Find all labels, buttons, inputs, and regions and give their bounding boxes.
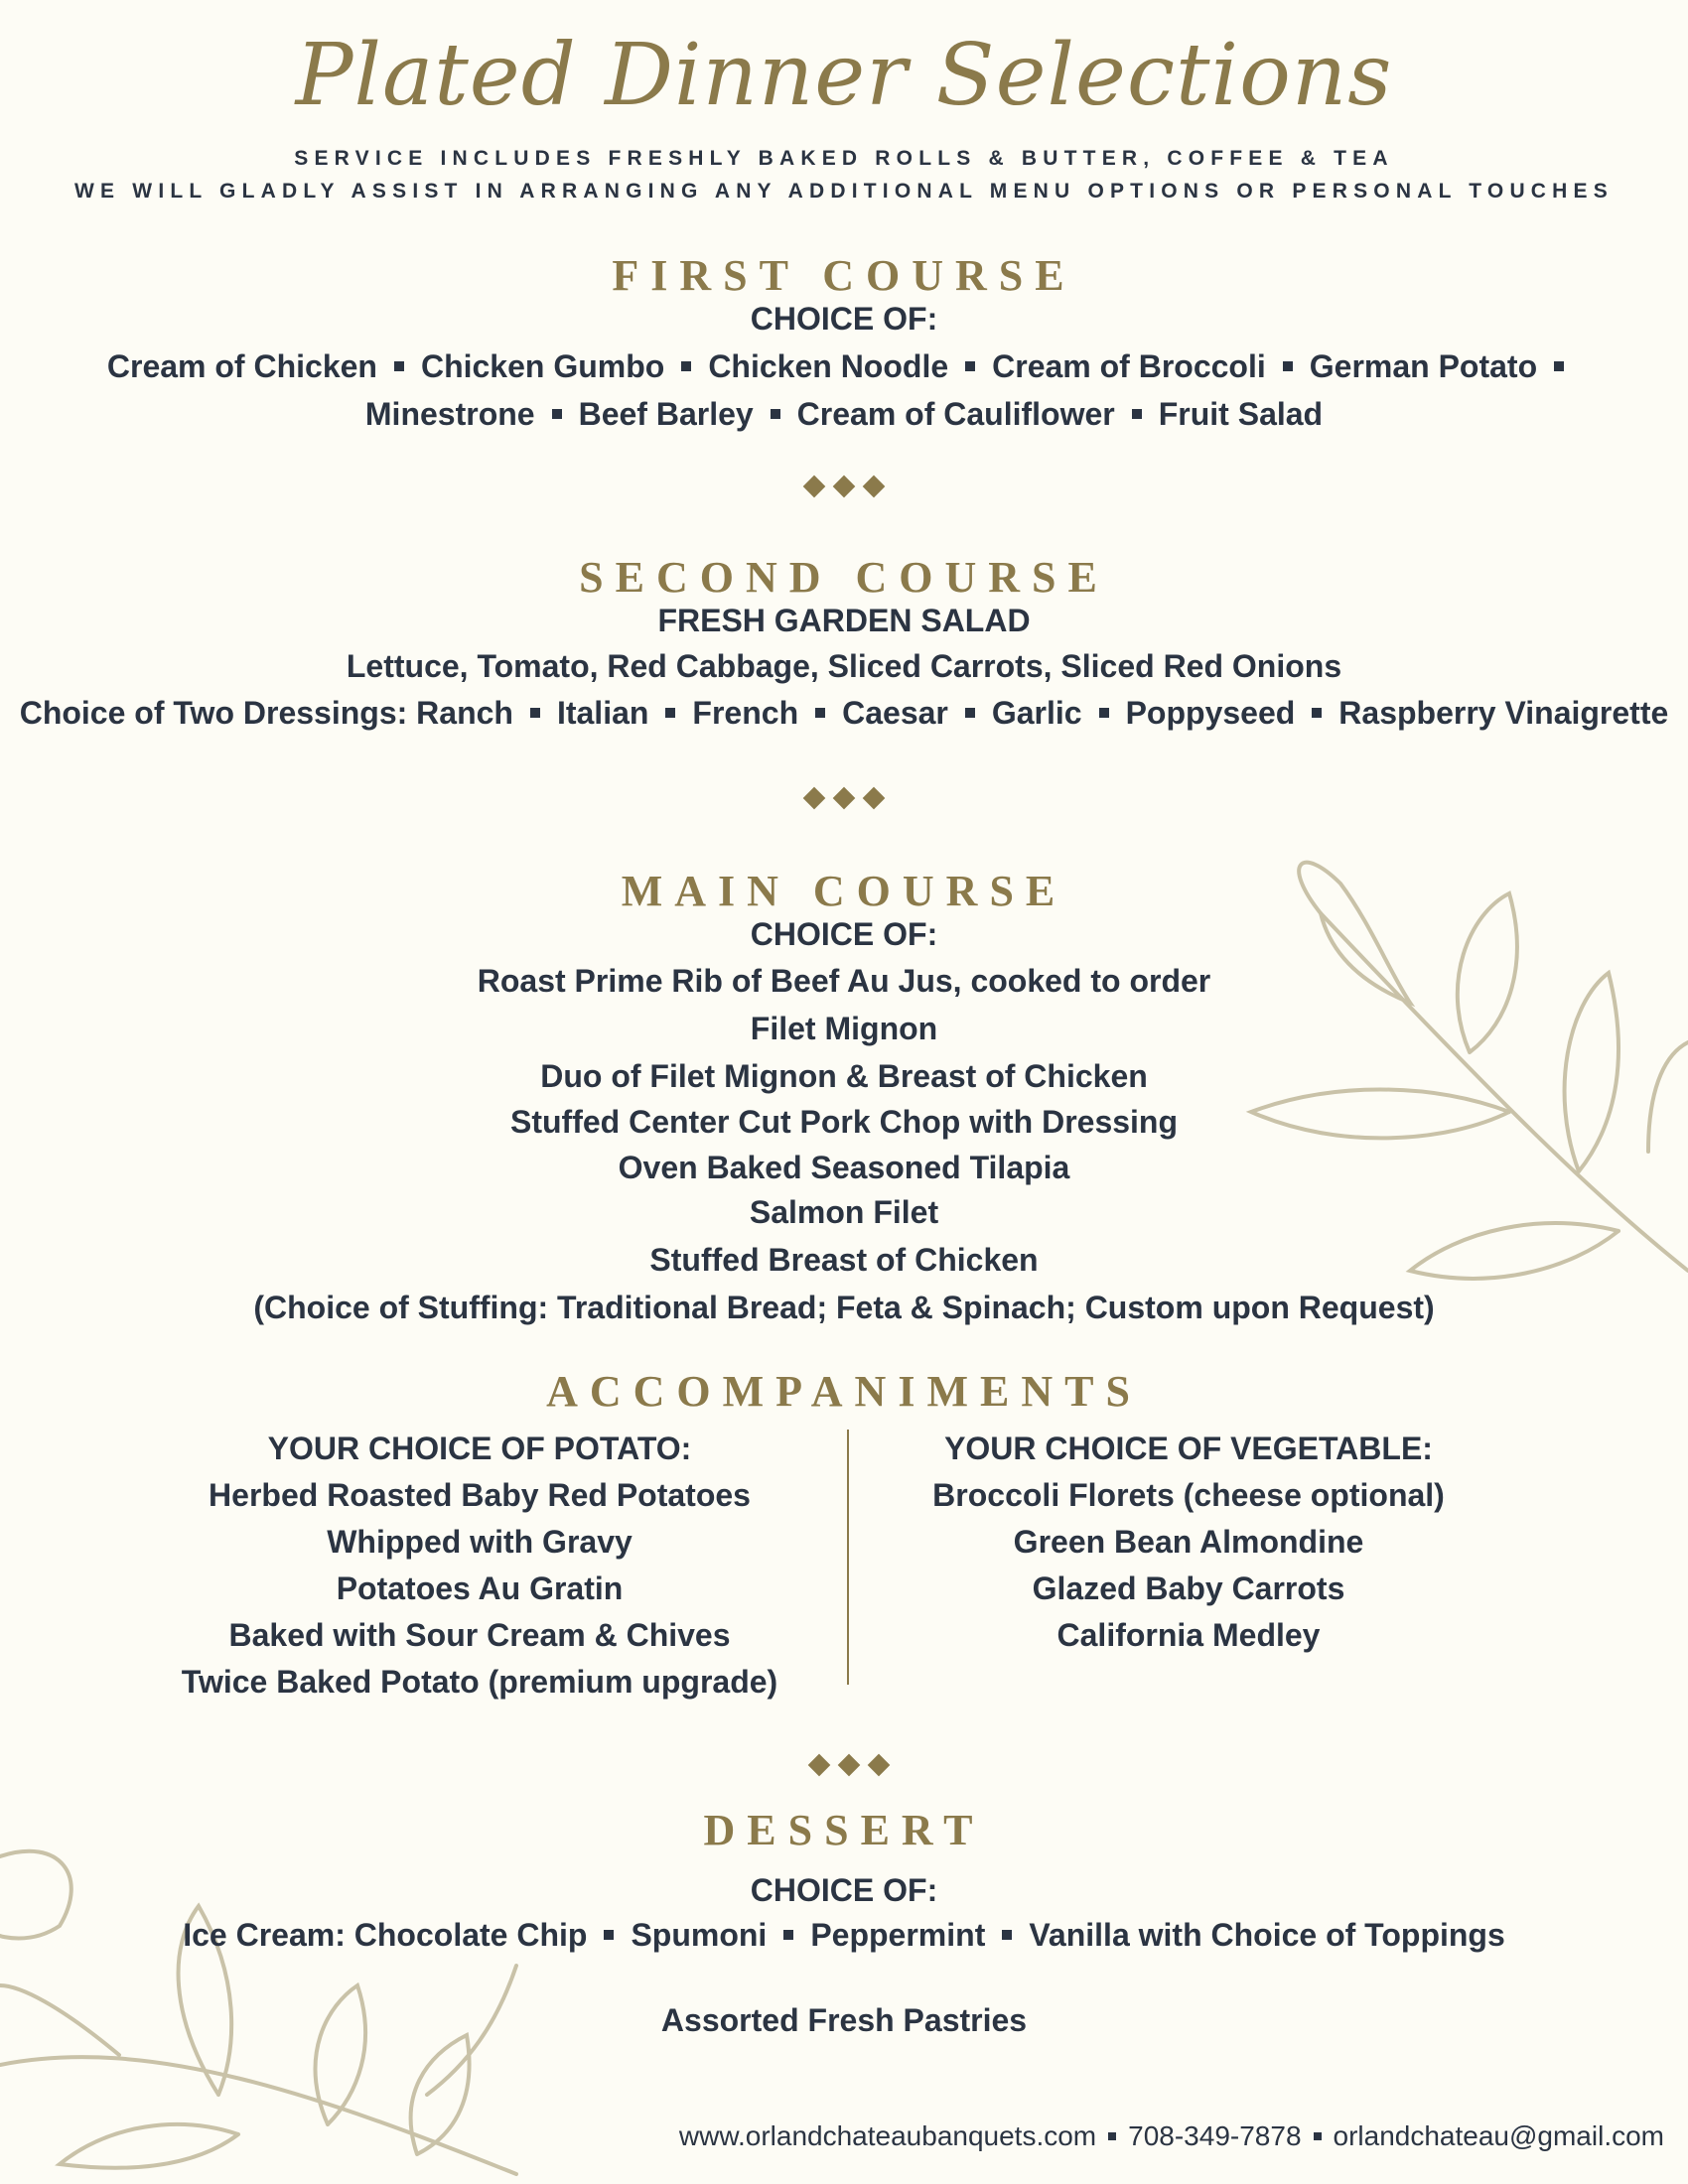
bullet-separator <box>552 409 562 419</box>
phone-number[interactable]: 708-349-7878 <box>1128 2120 1302 2151</box>
ice-cream-flavor: Spumoni <box>631 1917 768 1953</box>
entree-item: Filet Mignon <box>750 1011 938 1046</box>
dressing-item: Poppyseed <box>1125 695 1296 731</box>
bullet-separator <box>1283 361 1293 371</box>
diamond-divider <box>0 790 1688 811</box>
bullet-separator <box>1099 708 1109 718</box>
second-course-heading: SECOND COURSE <box>579 553 1109 602</box>
diamond-icon <box>833 476 856 498</box>
dessert-heading: DESSERT <box>703 1806 985 1854</box>
vegetable-label: YOUR CHOICE OF VEGETABLE: <box>944 1431 1433 1466</box>
first-course-choice-label: CHOICE OF: <box>750 301 938 337</box>
salad-name: FRESH GARDEN SALAD <box>657 603 1031 638</box>
first-course-heading: FIRST COURSE <box>612 251 1076 300</box>
entree-item: Roast Prime Rib of Beef Au Jus, cooked to order <box>477 963 1211 999</box>
first-course-row-1 <box>0 347 1688 385</box>
dressing-item: Italian <box>556 695 649 731</box>
bullet-separator <box>1314 2132 1322 2140</box>
dressings-row <box>0 694 1688 732</box>
soup-item: Minestrone <box>364 396 535 432</box>
diamond-icon <box>833 787 856 810</box>
soup-item: Cream of Broccoli <box>992 348 1266 384</box>
vegetable-item: Green Bean Almondine <box>1013 1524 1364 1560</box>
ice-cream-label: Ice Cream: Chocolate Chip <box>183 1917 588 1953</box>
pastries-item: Assorted Fresh Pastries <box>660 2002 1028 2038</box>
soup-item: Chicken Gumbo <box>420 348 665 384</box>
page-title: Plated Dinner Selections <box>295 26 1393 125</box>
potato-item: Twice Baked Potato (premium upgrade) <box>181 1664 778 1700</box>
diamond-icon <box>863 476 886 498</box>
potato-item: Baked with Sour Cream & Chives <box>228 1617 731 1653</box>
soup-item: Fruit Salad <box>1158 396 1324 432</box>
dressing-item: Raspberry Vinaigrette <box>1338 695 1669 731</box>
soup-item: German Potato <box>1309 348 1538 384</box>
vegetable-item: Broccoli Florets (cheese optional) <box>932 1477 1445 1513</box>
bullet-separator <box>965 361 975 371</box>
ice-cream-flavor: Peppermint <box>810 1917 986 1953</box>
dessert-choice-label: CHOICE OF: <box>750 1872 938 1908</box>
potato-column <box>102 1430 857 1709</box>
diamond-icon <box>803 787 826 810</box>
bullet-separator <box>530 708 540 718</box>
entree-item: Oven Baked Seasoned Tilapia <box>618 1150 1070 1185</box>
assistance-note: WE WILL GLADLY ASSIST IN ARRANGING ANY ADDITIONAL MENU OPTIONS OR PERSONAL TOUCHES <box>74 180 1614 203</box>
bullet-separator <box>665 708 675 718</box>
potato-item: Herbed Roasted Baby Red Potatoes <box>209 1477 751 1513</box>
potato-item: Whipped with Gravy <box>327 1524 633 1560</box>
diamond-divider <box>5 1757 1688 1778</box>
main-course-heading: MAIN COURSE <box>621 867 1067 915</box>
bullet-separator <box>965 708 975 718</box>
dressing-item: Garlic <box>991 695 1082 731</box>
diamond-icon <box>863 787 886 810</box>
entree-item: Duo of Filet Mignon & Breast of Chicken <box>540 1058 1148 1094</box>
bullet-separator <box>1108 2132 1116 2140</box>
bullet-separator <box>394 361 404 371</box>
bullet-separator <box>1002 1930 1012 1940</box>
contact-footer <box>679 2120 1664 2152</box>
vegetable-item: California Medley <box>1056 1617 1321 1653</box>
diamond-divider <box>0 478 1688 499</box>
bullet-separator <box>681 361 691 371</box>
diamond-icon <box>803 476 826 498</box>
accompaniments-heading: ACCOMPANIMENTS <box>546 1367 1142 1416</box>
email-link[interactable]: orlandchateau@gmail.com <box>1333 2120 1664 2151</box>
potato-label: YOUR CHOICE OF POTATO: <box>267 1431 692 1466</box>
vegetable-column <box>811 1430 1566 1663</box>
main-course-choice-label: CHOICE OF: <box>750 916 938 952</box>
first-course-row-2 <box>0 395 1688 433</box>
entree-item: Stuffed Breast of Chicken <box>649 1242 1039 1278</box>
soup-item: Cream of Cauliflower <box>796 396 1115 432</box>
bullet-separator <box>1312 708 1322 718</box>
stuffing-note: (Choice of Stuffing: Traditional Bread; Feta & Spinach; Custom upon Request) <box>253 1290 1435 1325</box>
soup-item: Beef Barley <box>578 396 754 432</box>
bullet-separator <box>1132 409 1142 419</box>
soup-item: Cream of Chicken <box>106 348 377 384</box>
soup-item: Chicken Noodle <box>708 348 949 384</box>
vegetable-item: Glazed Baby Carrots <box>1032 1570 1345 1606</box>
entree-item: Stuffed Center Cut Pork Chop with Dressing <box>509 1104 1179 1140</box>
entree-item: Salmon Filet <box>749 1194 939 1230</box>
bullet-separator <box>815 708 825 718</box>
diamond-icon <box>808 1754 831 1777</box>
website-link[interactable]: www.orlandchateaubanquets.com <box>678 2120 1097 2151</box>
dressing-item: Caesar <box>842 695 948 731</box>
diamond-icon <box>838 1754 861 1777</box>
potato-item: Potatoes Au Gratin <box>336 1570 624 1606</box>
dressings-label: Choice of Two Dressings: Ranch <box>19 695 513 731</box>
bullet-separator <box>771 409 780 419</box>
bullet-separator <box>1554 361 1564 371</box>
diamond-icon <box>868 1754 891 1777</box>
bullet-separator <box>783 1930 793 1940</box>
service-note: SERVICE INCLUDES FRESHLY BAKED ROLLS & BUTTER, COFFEE & TEA <box>294 147 1394 170</box>
bullet-separator <box>604 1930 614 1940</box>
ice-cream-row <box>0 1916 1688 1954</box>
ice-cream-flavor: Vanilla with Choice of Toppings <box>1029 1917 1505 1953</box>
salad-ingredients: Lettuce, Tomato, Red Cabbage, Sliced Carrots, Sliced Red Onions <box>346 648 1342 684</box>
dressing-item: French <box>692 695 799 731</box>
